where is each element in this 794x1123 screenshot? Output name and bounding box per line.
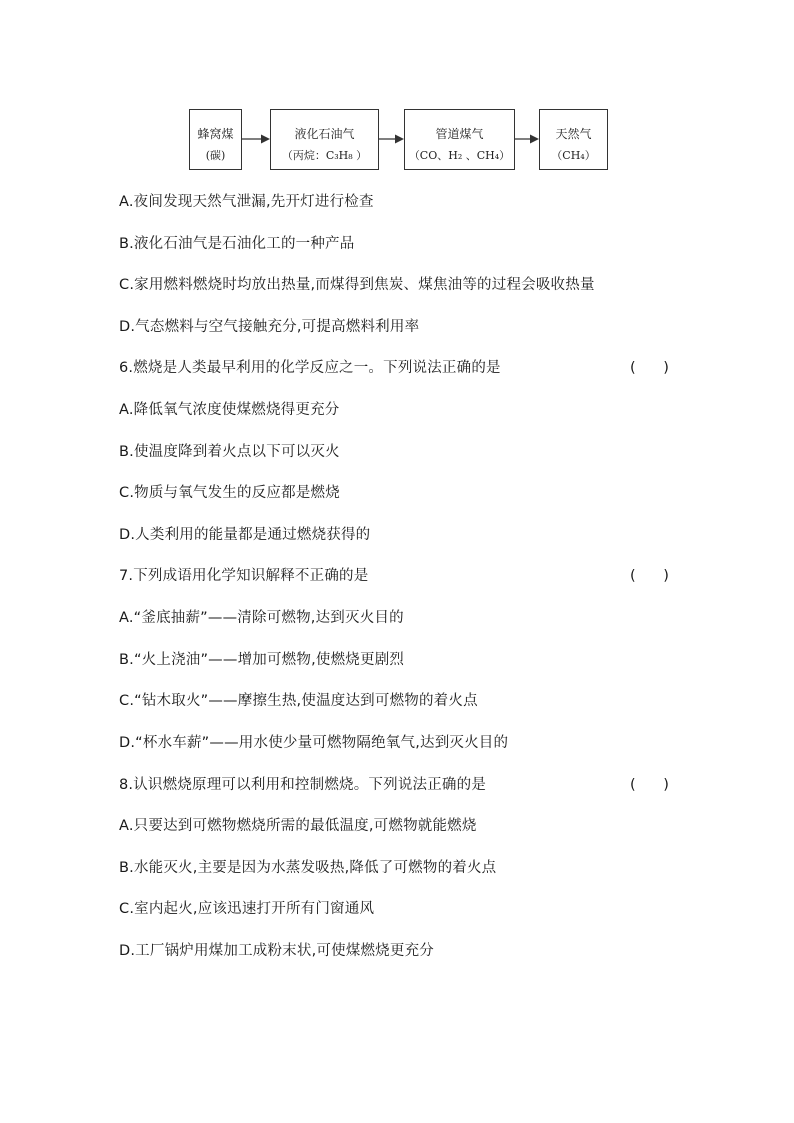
q6-option-c: C.物质与氧气发生的反应都是燃烧 <box>119 485 340 501</box>
q7-stem: 7.下列成语用化学知识解释不正确的是 <box>119 568 369 584</box>
q5-option-b: B.液化石油气是石油化工的一种产品 <box>119 236 355 252</box>
q5-option-a: A.夜间发现天然气泄漏,先开灯进行检查 <box>119 194 374 210</box>
flow-arrow-icon <box>379 132 405 146</box>
q7-option-d: D.“杯水车薪”——用水使少量可燃物隔绝氧气,达到灭火目的 <box>119 735 509 751</box>
q7-answer-blank[interactable]: ( ) <box>630 568 669 584</box>
q6-option-d: D.人类利用的能量都是通过燃烧获得的 <box>119 527 371 543</box>
q6-option-a: A.降低氧气浓度使煤燃烧得更充分 <box>119 402 340 418</box>
q8-option-b: B.水能灭火,主要是因为水蒸发吸热,降低了可燃物的着火点 <box>119 860 497 876</box>
q8-stem: 8.认识燃烧原理可以利用和控制燃烧。下列说法正确的是 <box>119 777 487 793</box>
q6-option-b: B.使温度降到着火点以下可以灭火 <box>119 444 340 460</box>
flow-box-name: 蜂窝煤 <box>197 127 234 141</box>
flow-box-lpg <box>270 109 379 170</box>
flow-box-sub: （CO、H₂ 、CH₄） <box>408 149 511 162</box>
q8-option-c: C.室内起火,应该迅速打开所有门窗通风 <box>119 901 375 917</box>
q6-answer-blank[interactable]: ( ) <box>630 360 669 376</box>
flow-box-sub: (碳) <box>205 149 226 162</box>
q8-option-a: A.只要达到可燃物燃烧所需的最低温度,可燃物就能燃烧 <box>119 818 477 834</box>
q7-option-b: B.“火上浇油”——增加可燃物,使燃烧更剧烈 <box>119 652 405 668</box>
flow-box-name: 天然气 <box>555 127 592 141</box>
q5-option-c: C.家用燃料燃烧时均放出热量,而煤得到焦炭、煤焦油等的过程会吸收热量 <box>119 277 595 293</box>
flow-arrow-icon <box>242 132 271 146</box>
flow-box-sub: （丙烷：C₃H₈ ） <box>281 149 368 162</box>
q8-option-d: D.工厂锅炉用煤加工成粉末状,可使煤燃烧更充分 <box>119 943 434 959</box>
q6-stem: 6.燃烧是人类最早利用的化学反应之一。下列说法正确的是 <box>119 360 501 376</box>
q7-option-c: C.“钻木取火”——摩擦生热,使温度达到可燃物的着火点 <box>119 693 478 709</box>
flow-box-honeycomb-coal <box>189 109 242 170</box>
flow-box-sub: （CH₄） <box>551 149 596 162</box>
flow-arrow-icon <box>515 132 540 146</box>
q7-option-a: A.“釜底抽薪”——清除可燃物,达到灭火目的 <box>119 610 404 626</box>
flow-box-name: 液化石油气 <box>294 127 355 141</box>
fuel-evolution-diagram <box>0 0 794 200</box>
q5-option-d: D.气态燃料与空气接触充分,可提高燃料利用率 <box>119 319 420 335</box>
flow-box-natural-gas <box>539 109 608 170</box>
q8-answer-blank[interactable]: ( ) <box>630 777 669 793</box>
flow-box-name: 管道煤气 <box>435 127 484 141</box>
flow-box-pipeline-gas <box>404 109 515 170</box>
